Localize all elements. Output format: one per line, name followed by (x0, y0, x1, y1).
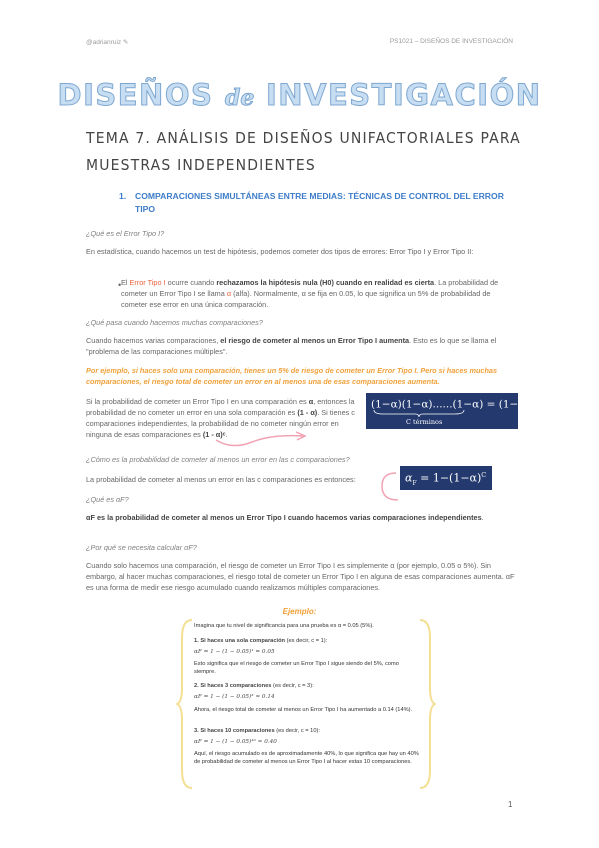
section-heading (106, 190, 516, 216)
title-part-3: INVESTIGACIÓN (265, 78, 542, 112)
question-what-is-alpha-f: ¿Qué es αF? (86, 495, 129, 504)
example-step-3-bold: 3. Si haces 10 comparaciones (194, 728, 275, 734)
example-title: Ejemplo: (282, 607, 317, 616)
p4-alpha: α (308, 397, 314, 406)
section-title: COMPARACIONES SIMULTÁNEAS ENTRE MEDIAS: TÉCNICAS DE CONTROL DEL ERROR TIPO (135, 191, 504, 214)
header-course: PS1021 – DISEÑOS DE INVESTIGACIÓN (389, 38, 513, 45)
formula-alpha: α (405, 471, 413, 485)
example-step-2-formula (194, 693, 420, 701)
example-step-2-bold: 2. Si haces 3 comparaciones (194, 683, 272, 689)
bullet-text-e: . La probabilidad de cometer un Error Tipo I se llama (121, 278, 499, 298)
page-number: 1 (508, 800, 513, 809)
example-step-2-formula-text: αF = 1 − (1 − 0.05)³ ≈ 0.14 (194, 694, 275, 700)
formula-product (366, 393, 535, 429)
example-step-3-text: Aquí, el riesgo acumulado es de aproximadamente 40%, lo que significa que hay un 40% de probabilidad de cometer al menos un Error Tipo I al hacer estas 10 comparaciones. (194, 751, 419, 765)
section-number: 1. (119, 191, 127, 201)
p4-text-g: . (225, 430, 228, 439)
example-step-2-tail: (es decir, c = 3): (271, 683, 314, 689)
bullet-alpha: α (226, 289, 232, 298)
question-many-comparisons: ¿Qué pasa cuando hacemos muchas comparaciones? (86, 318, 263, 327)
formula-product-exp: C (529, 397, 535, 405)
example-step-3-heading (194, 727, 420, 735)
example-step-3-formula-text: αF = 1 − (1 − 0.05)¹⁰ ≈ 0.40 (194, 739, 277, 745)
p6-text-c: . (481, 513, 484, 522)
example-step-1-tail: (es decir, c = 1): (285, 638, 328, 644)
example-step-1-bold: 1. Si haces una sola comparación (194, 638, 286, 644)
example-intro: Imagina que tu nivel de significancia para una prueba es α = 0.05 (5%). (194, 623, 374, 629)
p4-text-c: , entonces la probabilidad de no cometer un error en una sola comparación es (86, 397, 355, 417)
example-step-2-heading (194, 682, 420, 690)
topic-heading: TEMA 7. ANÁLISIS DE DISEÑOS UNIFACTORIALES PARA MUESTRAS INDEPENDIENTES (86, 129, 521, 174)
formula-alpha-f (400, 466, 492, 490)
question-why-alpha-f: ¿Por qué se necesita calcular αF? (86, 543, 197, 552)
p4-bold-1: (1 - α) (297, 408, 318, 417)
example-step-1-text: Esto significa que el riesgo de cometer un Error Tipo I sigue siendo del 5%, como siempre. (194, 661, 399, 675)
example-step-1-heading (194, 637, 420, 645)
formula-alpha-exp: C (481, 471, 487, 479)
paragraph-why-alpha-f: Cuando solo hacemos una comparación, el riesgo de cometer un Error Tipo I es simplemente α (por ejemplo, 0.05 o 5%). Sin embargo, al hacer muchas comparaciones, el riesgo total de cometer un Error Tipo I en alguna de esas comparaciones aumenta. αF es una forma de medir ese riesgo acumulado cuando realizamos múltiples comparaciones. (86, 561, 515, 592)
bullet-text-g: (alfa). Normalmente, α se fija en 0.05, lo que significa un 5% de probabilidad de cometer ese error en una única comparación. (121, 289, 491, 309)
question-error-tipo-1: ¿Qué es el Error Tipo I? (86, 229, 165, 238)
paragraph-example-highlight: Por ejemplo, si haces solo una comparación, tienes un 5% de riesgo de cometer un Error Tipo I. Pero si haces muchas comparaciones, el riesgo total de cometer un error en al menos una de esas comparaciones aumenta. (86, 366, 498, 386)
formula-product-caption: C términos (406, 418, 443, 426)
page-title (0, 78, 599, 112)
p6-bold: probabilidad de cometer al menos un Error Tipo I cuando hacemos varias comparaciones independientes (115, 513, 482, 522)
bullet-term: Error Tipo I (129, 278, 166, 287)
underbrace-icon (373, 409, 465, 417)
paragraph-intro: En estadística, cuando hacemos un test de hipótesis, podemos cometer dos tipos de errores: Error Tipo I y Error Tipo II: (86, 247, 474, 256)
title-part-1: DISEÑOS (57, 78, 214, 112)
formula-alpha-sub: F (412, 479, 417, 487)
p4-text-a: Si la probabilidad de cometer un Error Tipo I en una comparación es (86, 397, 309, 406)
bullet-bold: rechazamos la hipótesis nula (H0) cuando en realidad es cierta (216, 278, 435, 287)
p2-bold: el riesgo de cometer al menos un Error Tipo I aumenta (220, 336, 410, 345)
example-step-3-formula (194, 738, 420, 746)
bullet-text-c: ocurre cuando (165, 278, 217, 287)
header-author: @adrianruiz ✎ (86, 39, 129, 46)
formula-alpha-rhs: = 1−(1−α) (416, 471, 482, 485)
question-at-least-one: ¿Cómo es la probabilidad de cometer al menos un error en las c comparaciones? (86, 455, 350, 464)
bullet-error-tipo-1 (121, 277, 517, 310)
bullet-text-a: El (121, 278, 130, 287)
formula-product-expr: (1−α)(1−α)......(1−α) = (1−α) (371, 398, 530, 411)
paragraph-alpha-f-definition (86, 512, 518, 523)
p4-bold-2: (1 - α)ᶜ (202, 430, 226, 439)
p6-alpha-f: αF es la (86, 513, 116, 522)
bullet-marker: • (118, 280, 122, 290)
title-part-2: de (224, 85, 255, 111)
example-step-1-formula (194, 648, 420, 656)
example-step-1-formula-text: αF = 1 − (1 − 0.05)¹ = 0.05 (194, 649, 275, 655)
example-step-2-text: Ahora, el riesgo total de cometer al menos un Error Tipo I ha aumentado a 0.14 (14%). (194, 707, 413, 713)
paragraph-multiple (86, 335, 518, 357)
annotation-arrow-icon (212, 428, 312, 450)
p2-text-a: Cuando hacemos varias comparaciones, (86, 336, 221, 345)
p2-text-c: . Esto es lo que se llama el "problema de las comparaciones múltiples". (86, 336, 497, 356)
left-brace-icon (176, 618, 196, 790)
example-step-3-tail: (es decir, c = 10): (274, 728, 320, 734)
paragraph-probability-at-least: La probabilidad de cometer al menos un error en las c comparaciones es entonces: (86, 475, 356, 484)
p4-text-e: . Si tienes c comparaciones independientes, la probabilidad de no cometer ningún error en ninguna de esas comparaciones es (86, 408, 355, 439)
